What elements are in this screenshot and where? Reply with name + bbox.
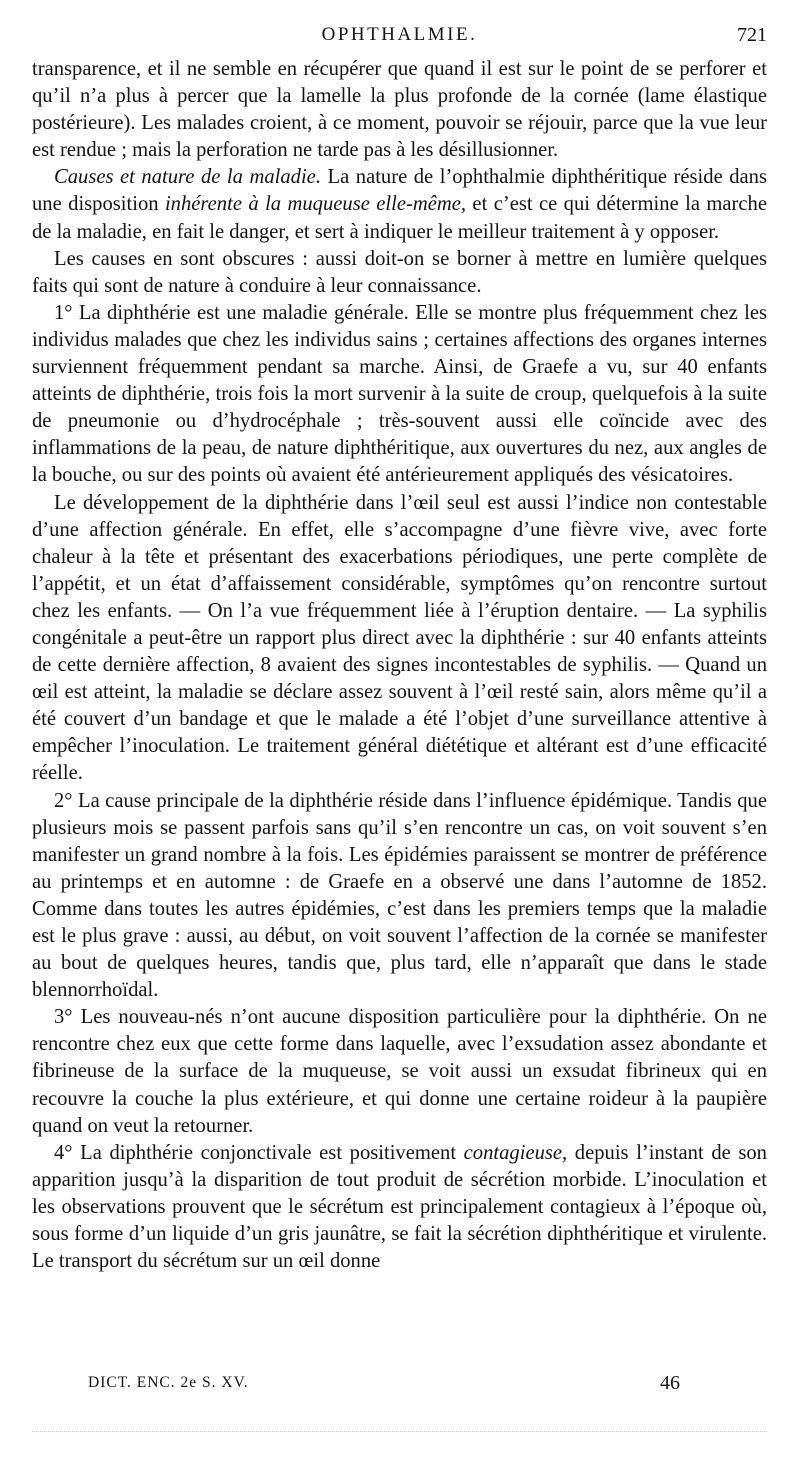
text-run: 2° La cause principale de la diphthérie réside dans l’influence épidémique. Tandis que plusieurs mois se passent parfois sans qu’il s’en rencontre un cas, on voit souvent s’en manifester un grand nombre à la fois. Les épidémies paraissent se montrer de préférence au printemps et en automne : de Graefe en a observé une dans l’automne de 1852. Comme dans toutes les autres épidémies, c’est dans les premiers temps que la maladie est le plus grave : aussi, au début, on voit souvent l’affection de la cornée se manifester au bout de quelques heures, tandis que, plus tard, elle n’apparaît que dans le stade blennorrhoïdal. [32, 789, 767, 1002]
running-head [32, 18, 767, 56]
page-number: 721 [737, 24, 767, 46]
text-run: et c’est ce qui détermine la marche de la maladie, en fait le danger, et sert à indiquer le meilleur traitement à y opposer. [32, 193, 767, 243]
text-run: 4° La diphthérie conjonctivale est positivement [54, 1141, 464, 1164]
book-page [32, 18, 767, 1275]
text-run: Les causes en sont obscures : aussi doit-on se borner à mettre en lumière quelques faits qui sont de nature à conduire à leur connaissance. [32, 247, 767, 297]
paragraph [32, 300, 767, 490]
page-edge-dots [32, 1431, 767, 1432]
footer [88, 1374, 688, 1404]
paragraph [32, 1004, 767, 1139]
paragraph [32, 1140, 767, 1275]
signature-mark: DICT. ENC. 2e S. XV. [88, 1374, 249, 1391]
text-run: 1° La diphthérie est une maladie générale. Elle se montre plus fréquemment chez les individus malades que chez les individus sains ; certaines affections des organes internes surviennent fréquemment pendant sa marche. Ainsi, de Graefe a vu, sur 40 enfants atteints de diphthérie, trois fois la mort survenir à la suite de croup, quelquefois à la suite de pneumonie ou d’hydrocéphale ; très-souvent aussi elle coïncide avec des inflammations de la peau, de nature diphthéritique, aux ouvertures du nez, aux angles de la bouche, ou sur des points où avaient été antérieurement appliqués des vésicatoires. [32, 301, 767, 487]
body-text [32, 56, 767, 1275]
text-run: 3° Les nouveau-nés n’ont aucune disposition particulière pour la diphthérie. On ne rencontre chez eux que cette forme dans laquelle, avec l’exsudation assez abondante et fibrineuse de la surface de la muqueuse, se voit aussi un exsudat fibrineux qui en recouvre la couche la plus extérieure, et qui donne une certaine roideur à la paupière quand on veut la retourner. [32, 1006, 767, 1137]
paragraph [32, 56, 767, 164]
paragraph [32, 246, 767, 300]
italic-text: inhérente à la muqueuse elle-même, [164, 193, 467, 216]
text-run: La nature de l’ophthalmie diphthéritique réside dans une disposition [32, 166, 767, 216]
paragraph [32, 490, 767, 788]
paragraph [32, 788, 767, 1005]
text-run: Le développement de la diphthérie dans l’œil seul est aussi l’indice non contestable d’une affection générale. En effet, elle s’accompagne d’une fièvre vive, avec forte chaleur à la tête et présentant des exacerbations périodiques, une perte complète de l’appétit, et un état d’affaissement considérable, symptômes qu’on rencontre surtout chez les enfants. — On l’a vue fréquemment liée à l’éruption dentaire. — La syphilis congénitale a peut-être un rapport plus direct avec la diphthérie : sur 40 enfants atteints de cette dernière affection, 8 avaient des signes incontestables de syphilis. — Quand un œil est atteint, la maladie se déclare assez souvent à l’œil resté sain, alors même qu’il a été couvert d’un bandage et que le malade a été l’objet d’une surveillance attentive à empêcher l’inoculation. Le traitement général diététique et altérant est d’une efficacité réelle. [32, 491, 767, 785]
sheet-number: 46 [660, 1372, 680, 1394]
italic-text: Causes et nature de la maladie. [54, 166, 321, 189]
italic-text: contagieuse, [463, 1141, 568, 1164]
running-title: OPHTHALMIE. [321, 24, 478, 45]
paragraph [32, 164, 767, 245]
text-run: depuis l’instant de son apparition jusqu’à la disparition de tout produit de sécrétion morbide. L’inoculation et les observations prouvent que le sécrétum est principalement contagieux à l’époque où, sous forme d’un liquide d’un gris jaunâtre, se fait la sécrétion diphthéritique et virulente. Le transport du sécrétum sur un œil donne [32, 1141, 767, 1273]
text-run: transparence, et il ne semble en récupérer que quand il est sur le point de se perforer et qu’il n’a plus à percer que la lamelle la plus profonde de la cornée (lame élastique postérieure). Les malades croient, à ce moment, pouvoir se réjouir, parce que la vue leur est rendue ; mais la perforation ne tarde pas à les désillusionner. [32, 58, 767, 162]
